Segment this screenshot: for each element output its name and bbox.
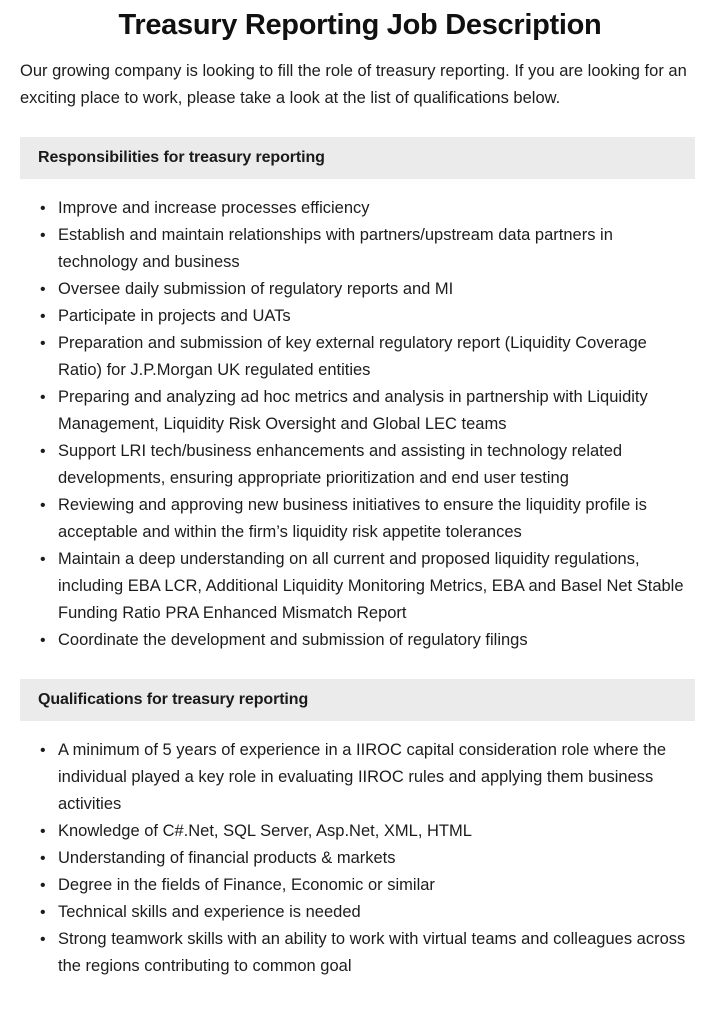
list-item: • Technical skills and experience is needed bbox=[0, 899, 694, 926]
list-item: • Preparation and submission of key external regulatory report (Liquidity Coverage Ratio) for J.P.Morgan UK regulated entities bbox=[0, 330, 694, 384]
list-item: • Establish and maintain relationships with partners/upstream data partners in technology and business bbox=[0, 222, 694, 276]
list-item: • Coordinate the development and submission of regulatory filings bbox=[0, 627, 694, 654]
list-item: • Strong teamwork skills with an ability to work with virtual teams and colleagues across the regions contributing to common goal bbox=[0, 926, 694, 980]
qualifications-heading: Qualifications for treasury reporting bbox=[38, 691, 309, 708]
list-item: • Participate in projects and UATs bbox=[0, 303, 694, 330]
list-item: • Oversee daily submission of regulatory reports and MI bbox=[0, 276, 694, 303]
page-title: Treasury Reporting Job Description bbox=[118, 9, 602, 41]
list-item: • Degree in the fields of Finance, Economic or similar bbox=[0, 872, 694, 899]
list-item: • Reviewing and approving new business initiatives to ensure the liquidity profile is acceptable and within the firm’s liquidity risk appetite tolerances bbox=[0, 492, 694, 546]
intro-paragraph: Our growing company is looking to fill the role of treasury reporting. If you are looking for an exciting place to work, please take a look at the list of qualifications below. bbox=[20, 62, 687, 107]
qualifications-section bbox=[0, 679, 720, 980]
qualifications-header-bar bbox=[20, 679, 695, 721]
responsibilities-heading: Responsibilities for treasury reporting bbox=[38, 149, 325, 166]
list-item: • Knowledge of C#.Net, SQL Server, Asp.Net, XML, HTML bbox=[0, 818, 694, 845]
responsibilities-list bbox=[0, 179, 720, 654]
responsibilities-section bbox=[0, 137, 720, 654]
list-item: • Maintain a deep understanding on all current and proposed liquidity regulations, including EBA LCR, Additional Liquidity Monitoring Metrics, EBA and Basel Net Stable Funding Ratio PRA Enhanced Mismatch Report bbox=[0, 546, 694, 627]
list-item: • Improve and increase processes efficiency bbox=[0, 195, 694, 222]
list-item: • Preparing and analyzing ad hoc metrics and analysis in partnership with Liquidity Management, Liquidity Risk Oversight and Global LEC teams bbox=[0, 384, 694, 438]
list-item: • Support LRI tech/business enhancements and assisting in technology related developments, ensuring appropriate prioritization and end user testing bbox=[0, 438, 694, 492]
list-item: • A minimum of 5 years of experience in a IIROC capital consideration role where the individual played a key role in evaluating IIROC rules and applying them business activities bbox=[0, 737, 694, 818]
qualifications-list bbox=[0, 721, 720, 980]
list-item: • Understanding of financial products & markets bbox=[0, 845, 694, 872]
responsibilities-header-bar bbox=[20, 137, 695, 179]
